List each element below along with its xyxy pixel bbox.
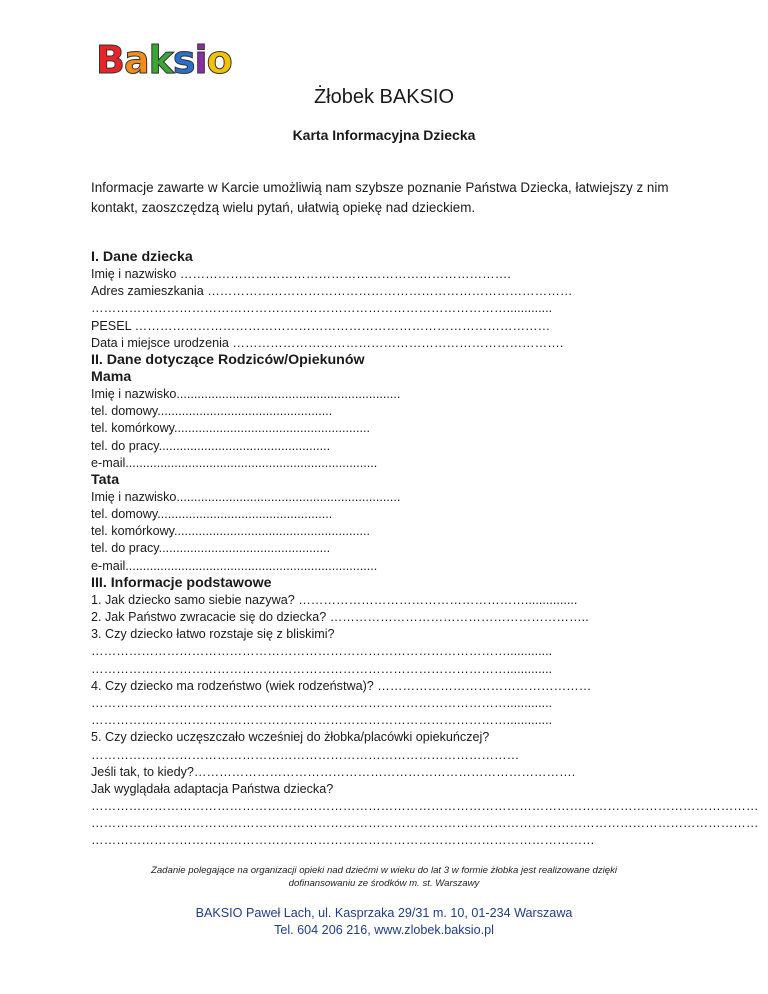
form-line: e-mail........................................................................ — [91, 558, 378, 573]
form-line: Imię i nazwisko ……………………………………………………………………. — [91, 267, 511, 281]
funding-note-line: Zadanie polegające na organizacji opieki nad dziećmi w wieku do lat 3 w formie żłobka jest realizowane dzięki — [150, 865, 618, 876]
form-line: 5. Czy dziecko uczęszczało wcześniej do żłobka/placówki opiekuńczej? — [91, 730, 490, 745]
logo-letter: k — [148, 38, 173, 82]
form-line: 2. Jak Państwo zwracacie się do dziecka? …………………………………………………….. — [91, 610, 589, 624]
form-line: tel. do pracy................................................. — [91, 438, 331, 453]
form-line: Imię i nazwisko................................................................ — [91, 386, 401, 401]
logo-letter: s — [172, 38, 195, 82]
subheading-tata: Tata — [91, 471, 120, 488]
page-subtitle: Karta Informacyjna Dziecka — [292, 127, 476, 143]
baksio-logo — [96, 40, 232, 80]
form-line: tel. do pracy................................................. — [91, 541, 331, 556]
logo-letter: i — [194, 38, 207, 82]
subheading-mama: Mama — [91, 368, 132, 385]
form-line: Imię i nazwisko................................................................ — [91, 489, 401, 504]
form-line: ………………………………………………………………………………………………………… — [91, 833, 595, 848]
intro-paragraph: Informacje zawarte w Karcie umożliwią nam szybsze poznanie Państwa Dziecka, łatwiejszy z nim kontakt, zaoszczędzą wielu pytań, ułatwią opiekę nad dzieckiem. — [91, 180, 669, 215]
form-line: …………………………………………………………………………………………………………………………………………… — [91, 816, 759, 831]
logo-letter: B — [96, 38, 124, 82]
form-line: PESEL ……………………………………………………………………………………… — [91, 318, 551, 333]
form-line: Jak wyglądała adaptacja Państwa dziecka? — [91, 781, 334, 796]
footer-address: BAKSIO Paweł Lach, ul. Kasprzaka 29/31 m. 10, 01-234 Warszawa — [195, 906, 573, 920]
form-line: ………………………………………………………………………………………............. — [91, 661, 553, 676]
logo-letter: o — [206, 38, 232, 82]
form-line: ………………………………………………………………………………………............. — [91, 644, 553, 659]
logo-letter: a — [123, 38, 149, 82]
form-line: e-mail........................................................................ — [91, 455, 378, 470]
form-line: 3. Czy dziecko łatwo rozstaje się z bliskimi? — [91, 627, 335, 642]
form-line: tel. domowy.................................................. — [91, 507, 333, 522]
form-line: 4. Czy dziecko ma rodzeństwo (wiek rodzeństwa)? …………………………………………… — [91, 678, 592, 693]
form-line: Jeśli tak, to kiedy?………………………………………………………………………………. — [91, 764, 576, 779]
page-title: Żłobek BAKSIO — [313, 86, 455, 108]
section-heading-child: I. Dane dziecka — [91, 249, 193, 265]
form-line: …………………………………………………………………………………………………………………………………………… — [91, 799, 759, 814]
form-line: ………………………………………………………………………………………… — [91, 747, 520, 762]
form-line: 1. Jak dziecko samo siebie nazywa? ………………………………………………............... — [91, 592, 578, 607]
form-line: ………………………………………………………………………………………............. — [91, 301, 553, 316]
form-line: tel. domowy.................................................. — [91, 404, 333, 419]
footer-contact — [0, 905, 768, 939]
form-line: Adres zamieszkania …………………………………………………………………………… — [91, 284, 573, 299]
form-line: tel. komórkowy........................................................ — [91, 421, 370, 436]
footer-phone-web: Tel. 604 206 216, www.zlobek.baksio.pl — [274, 923, 494, 937]
funding-note — [0, 864, 768, 890]
form-content — [91, 249, 759, 850]
form-line: tel. komórkowy........................................................ — [91, 524, 370, 539]
form-line: Data i miejsce urodzenia ……………………………………………………………………. — [91, 335, 564, 350]
form-line: ………………………………………………………………………………………............. — [91, 695, 553, 710]
section-heading-parents: II. Dane dotyczące Rodziców/Opiekunów — [91, 351, 365, 368]
section-heading-basic-info: III. Informacje podstawowe — [91, 574, 272, 591]
form-line: ………………………………………………………………………………………............. — [91, 713, 553, 728]
funding-note-line: dofinansowaniu ze środków m. st. Warszawy — [288, 878, 480, 889]
